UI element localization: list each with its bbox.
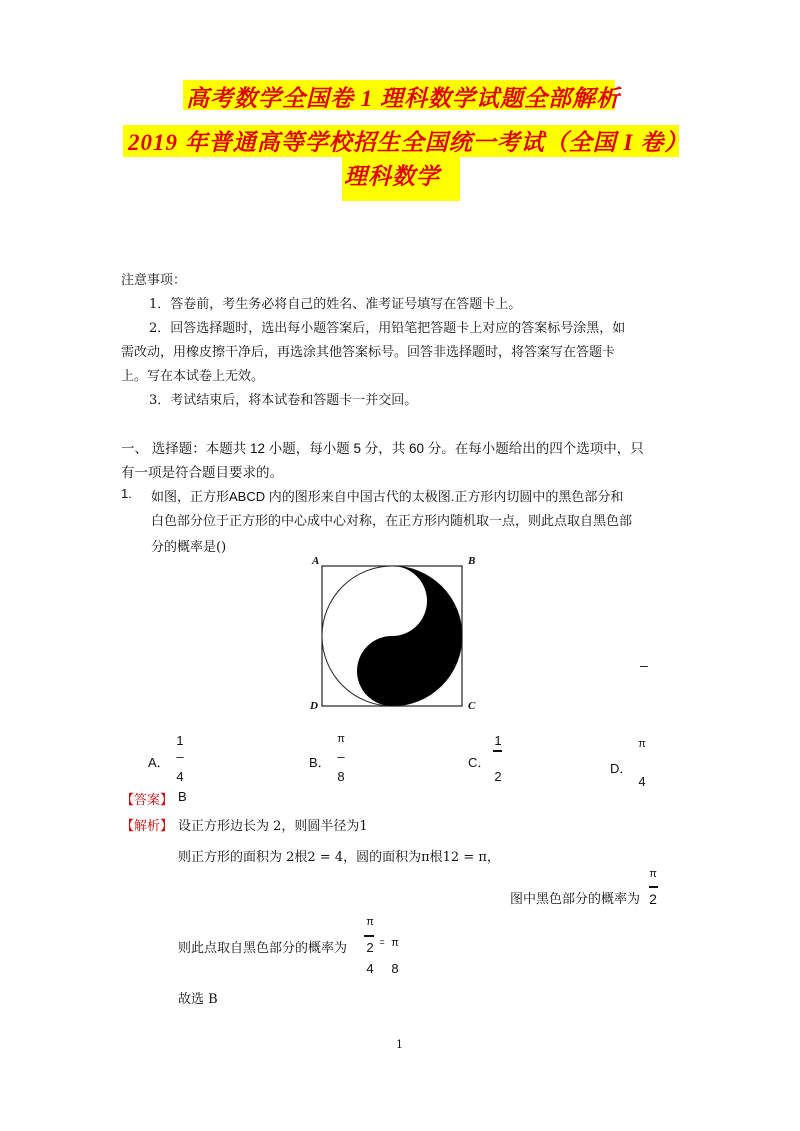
option-c-label: C． bbox=[468, 755, 491, 770]
option-a-label: A． bbox=[148, 755, 170, 770]
document-title-line3: 理科数学 bbox=[344, 164, 440, 189]
section-heading-line1: 一、 选择题：本题共 12 小题，每小题 5 分，共 60 分。在每小题给出的四个选项中，只 bbox=[121, 441, 644, 456]
answer-value: B bbox=[178, 789, 187, 804]
option-b-label: B． bbox=[309, 755, 331, 770]
taiji-figure bbox=[321, 565, 463, 707]
option-d-label: D． bbox=[610, 761, 633, 776]
analysis-line3-denominator: 2 bbox=[649, 891, 657, 907]
question-number: 1. bbox=[121, 486, 132, 501]
answer-tag: 【答案】 bbox=[121, 793, 174, 808]
figure-corner-c: C bbox=[468, 700, 476, 712]
notice-heading: 注意事项： bbox=[121, 273, 187, 288]
analysis-line3-bar bbox=[649, 886, 658, 888]
analysis-line4-inner-bar bbox=[364, 935, 374, 937]
option-b-dash: – bbox=[337, 749, 345, 764]
analysis-line4-result-denominator: 8 bbox=[391, 961, 399, 976]
analysis-tag: 【解析】 bbox=[121, 819, 174, 834]
option-b-numerator: π bbox=[337, 733, 345, 745]
analysis-line2: 则正方形的面积为 2根2 = 4，圆的面积为π根12 = π， bbox=[178, 850, 500, 865]
analysis-line4-result-numerator: π bbox=[391, 937, 399, 949]
figure-corner-d: D bbox=[310, 700, 318, 712]
question-stem-line3: 分的概率是() bbox=[151, 540, 227, 555]
document-title-line1: 高考数学全国卷 1 理科数学试题全部解析 bbox=[186, 86, 620, 111]
analysis-line3-numerator: π bbox=[649, 868, 657, 880]
notice-item-2-line-c: 上。写在本试卷上无效。 bbox=[121, 369, 265, 384]
analysis-line4-numerator: π bbox=[366, 916, 374, 928]
option-b-denominator: 8 bbox=[337, 769, 345, 784]
analysis-line3-text: 图中黑色部分的概率为 bbox=[510, 892, 641, 907]
analysis-conclusion: 故选 B bbox=[178, 992, 218, 1007]
analysis-line4-text: 则此点取自黑色部分的概率为 bbox=[178, 941, 348, 956]
question-stem-line1: 如图，正方形ABCD 内的图形来自中国古代的太极图.正方形内切圆中的黑色部分和 bbox=[151, 489, 624, 504]
option-c-numerator: 1 bbox=[494, 733, 502, 748]
page-number: 1 bbox=[396, 1038, 403, 1051]
figure-black-dot bbox=[383, 662, 401, 680]
analysis-line4-outer-denominator: 4 bbox=[366, 961, 374, 976]
option-a-dash: – bbox=[176, 749, 184, 764]
option-a-denominator: 4 bbox=[176, 769, 184, 784]
notice-item-2-line-a: 2．回答选择题时，选出每小题答案后，用铅笔把答题卡上对应的答案标号涂黑，如 bbox=[149, 321, 626, 336]
question-stem-line2: 白色部分位于正方形的中心成中心对称，在正方形内随机取一点，则此点取自黑色部 bbox=[151, 514, 633, 529]
option-a-numerator: 1 bbox=[176, 733, 184, 748]
option-c-denominator: 2 bbox=[494, 769, 502, 784]
option-d-numerator: π bbox=[638, 738, 646, 750]
option-c-fraction-bar bbox=[493, 750, 502, 752]
notice-item-3: 3．考试结束后，将本试卷和答题卡一并交回。 bbox=[149, 393, 418, 408]
figure-white-dot bbox=[383, 592, 401, 610]
stray-mark: – bbox=[640, 657, 648, 673]
notice-item-2-line-b: 需改动，用橡皮擦干净后，再选涂其他答案标号。回答非选择题时，将答案写在答题卡 bbox=[121, 345, 616, 360]
analysis-line4-equals: = bbox=[379, 937, 385, 947]
section-heading-line2: 有一项是符合题目要求的。 bbox=[121, 465, 283, 480]
figure-corner-a: A bbox=[312, 555, 320, 567]
figure-corner-b: B bbox=[468, 555, 476, 567]
analysis-line4-inner-denominator: 2 bbox=[366, 940, 374, 955]
analysis-line1: 设正方形边长为 2，则圆半径为1 bbox=[178, 819, 368, 834]
document-title-line2: 2019 年普通高等学校招生全国统一考试（全国 I 卷） bbox=[128, 130, 689, 155]
option-d-denominator: 4 bbox=[638, 774, 646, 789]
notice-item-1: 1．答卷前，考生务必将自己的姓名、准考证号填写在答题卡上。 bbox=[149, 297, 522, 312]
